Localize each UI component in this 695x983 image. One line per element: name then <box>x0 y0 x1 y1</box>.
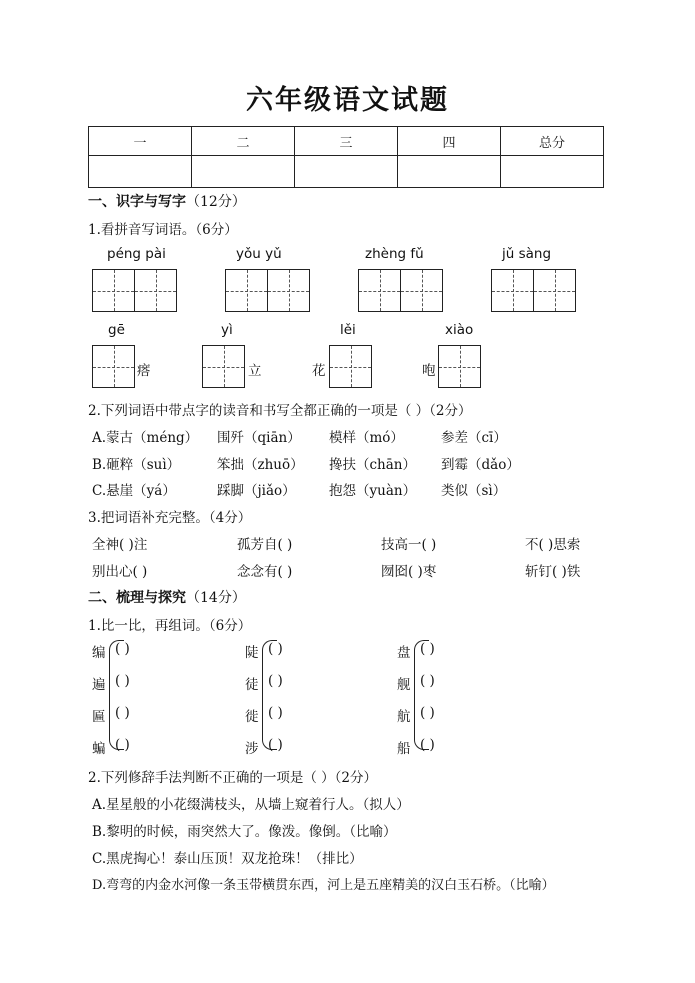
score-cell[interactable] <box>89 156 192 188</box>
idiom-blank: 囫囵( )枣 <box>381 564 437 580</box>
question-text: 3.把词语补充完整。（4分） <box>88 510 252 526</box>
writing-grid[interactable] <box>225 269 310 312</box>
compare-char: 船 <box>397 741 411 757</box>
writing-grid[interactable] <box>92 345 135 388</box>
option: B.砸粹（suì） <box>92 457 181 473</box>
pinyin: lěi <box>340 322 356 338</box>
score-header: 二 <box>192 127 295 156</box>
option: 抱怨（yuàn） <box>329 483 417 499</box>
word-blank[interactable]: ( ) <box>115 705 130 721</box>
score-header: 一 <box>89 127 192 156</box>
compare-char: 匾 <box>92 709 106 725</box>
writing-grid[interactable] <box>491 269 576 312</box>
pinyin: péng pài <box>107 246 166 262</box>
section-heading: 二、梳理与探究（14分） <box>88 590 246 606</box>
question-text: 2.下列词语中带点字的读音和书写全都正确的一项是（ ）（2分） <box>88 403 472 419</box>
option: A.星星般的小花缀满枝头，从墙上窥着行人。（拟人） <box>92 797 410 813</box>
compare-char: 航 <box>397 709 411 725</box>
score-cell[interactable] <box>398 156 501 188</box>
compare-char: 徒 <box>245 677 259 693</box>
word-blank[interactable]: ( ) <box>115 737 130 753</box>
word-blank[interactable]: ( ) <box>115 673 130 689</box>
score-header: 四 <box>398 127 501 156</box>
page-title: 六年级语文试题 <box>246 85 449 116</box>
writing-grid[interactable] <box>92 269 177 312</box>
pinyin: gē <box>108 322 125 338</box>
option: C.黑虎掏心！泰山压顶！双龙抢珠！（排比） <box>92 851 363 867</box>
given-char: 立 <box>248 363 262 379</box>
pinyin: xiào <box>445 322 474 338</box>
compare-char: 蝙 <box>92 741 106 757</box>
idiom-blank: 孤芳自( ) <box>237 537 293 553</box>
given-char: 花 <box>312 363 326 379</box>
compare-char: 遍 <box>92 677 106 693</box>
compare-char: 编 <box>92 645 106 661</box>
question-text: 1.比一比，再组词。（6分） <box>88 618 252 634</box>
compare-char: 舰 <box>397 677 411 693</box>
word-blank[interactable]: ( ) <box>268 705 283 721</box>
word-blank[interactable]: ( ) <box>420 673 435 689</box>
word-blank[interactable]: ( ) <box>420 641 435 657</box>
word-blank[interactable]: ( ) <box>268 641 283 657</box>
compare-char: 涉 <box>245 741 259 757</box>
score-cell[interactable] <box>501 156 604 188</box>
idiom-blank: 技高一( ) <box>381 537 437 553</box>
given-char: 瘩 <box>137 363 151 379</box>
writing-grid[interactable] <box>329 345 372 388</box>
idiom-blank: 斩钉( )铁 <box>525 564 581 580</box>
pinyin: yǒu yǔ <box>236 246 282 262</box>
word-blank[interactable]: ( ) <box>420 737 435 753</box>
idiom-blank: 全神( )注 <box>92 537 148 553</box>
question-text: 2.下列修辞手法判断不正确的一项是（ ）（2分） <box>88 770 378 786</box>
option: A.蒙古（méng） <box>92 430 199 446</box>
option: 笨拙（zhuō） <box>217 457 304 473</box>
compare-char: 徙 <box>245 709 259 725</box>
option: 模样（mó） <box>329 430 404 446</box>
section-heading: 一、识字与写字（12分） <box>88 194 246 210</box>
option: 参差（cī） <box>441 430 507 446</box>
option: 围歼（qiān） <box>217 430 301 446</box>
pinyin: jǔ sàng <box>502 246 552 262</box>
word-blank[interactable]: ( ) <box>268 673 283 689</box>
pinyin: zhèng fǔ <box>365 246 424 262</box>
given-char: 咆 <box>422 363 436 379</box>
score-header: 总分 <box>501 127 604 156</box>
idiom-blank: 别出心( ) <box>92 564 148 580</box>
word-blank[interactable]: ( ) <box>420 705 435 721</box>
idiom-blank: 念念有( ) <box>237 564 293 580</box>
word-blank[interactable]: ( ) <box>115 641 130 657</box>
option: 踩脚（jiǎo） <box>217 483 296 499</box>
word-blank[interactable]: ( ) <box>268 737 283 753</box>
pinyin: yì <box>221 322 233 338</box>
score-cell[interactable] <box>295 156 398 188</box>
option: 类似（sì） <box>441 483 507 499</box>
writing-grid[interactable] <box>438 345 481 388</box>
option: 到霉（dǎo） <box>441 457 520 473</box>
writing-grid[interactable] <box>358 269 443 312</box>
option: B.黎明的时候，雨突然大了。像泼。像倒。（比喻） <box>92 824 397 840</box>
writing-grid[interactable] <box>202 345 245 388</box>
score-cell[interactable] <box>192 156 295 188</box>
compare-char: 盘 <box>397 645 411 661</box>
option: C.悬崖（yá） <box>92 483 176 499</box>
score-header: 三 <box>295 127 398 156</box>
score-table <box>88 126 604 188</box>
compare-char: 陡 <box>245 645 259 661</box>
option: 搀扶（chān） <box>329 457 416 473</box>
question-text: 1.看拼音写词语。（6分） <box>88 222 238 238</box>
idiom-blank: 不( )思索 <box>525 537 581 553</box>
option: D.弯弯的内金水河像一条玉带横贯东西，河上是五座精美的汉白玉石桥。（比喻） <box>92 878 555 893</box>
